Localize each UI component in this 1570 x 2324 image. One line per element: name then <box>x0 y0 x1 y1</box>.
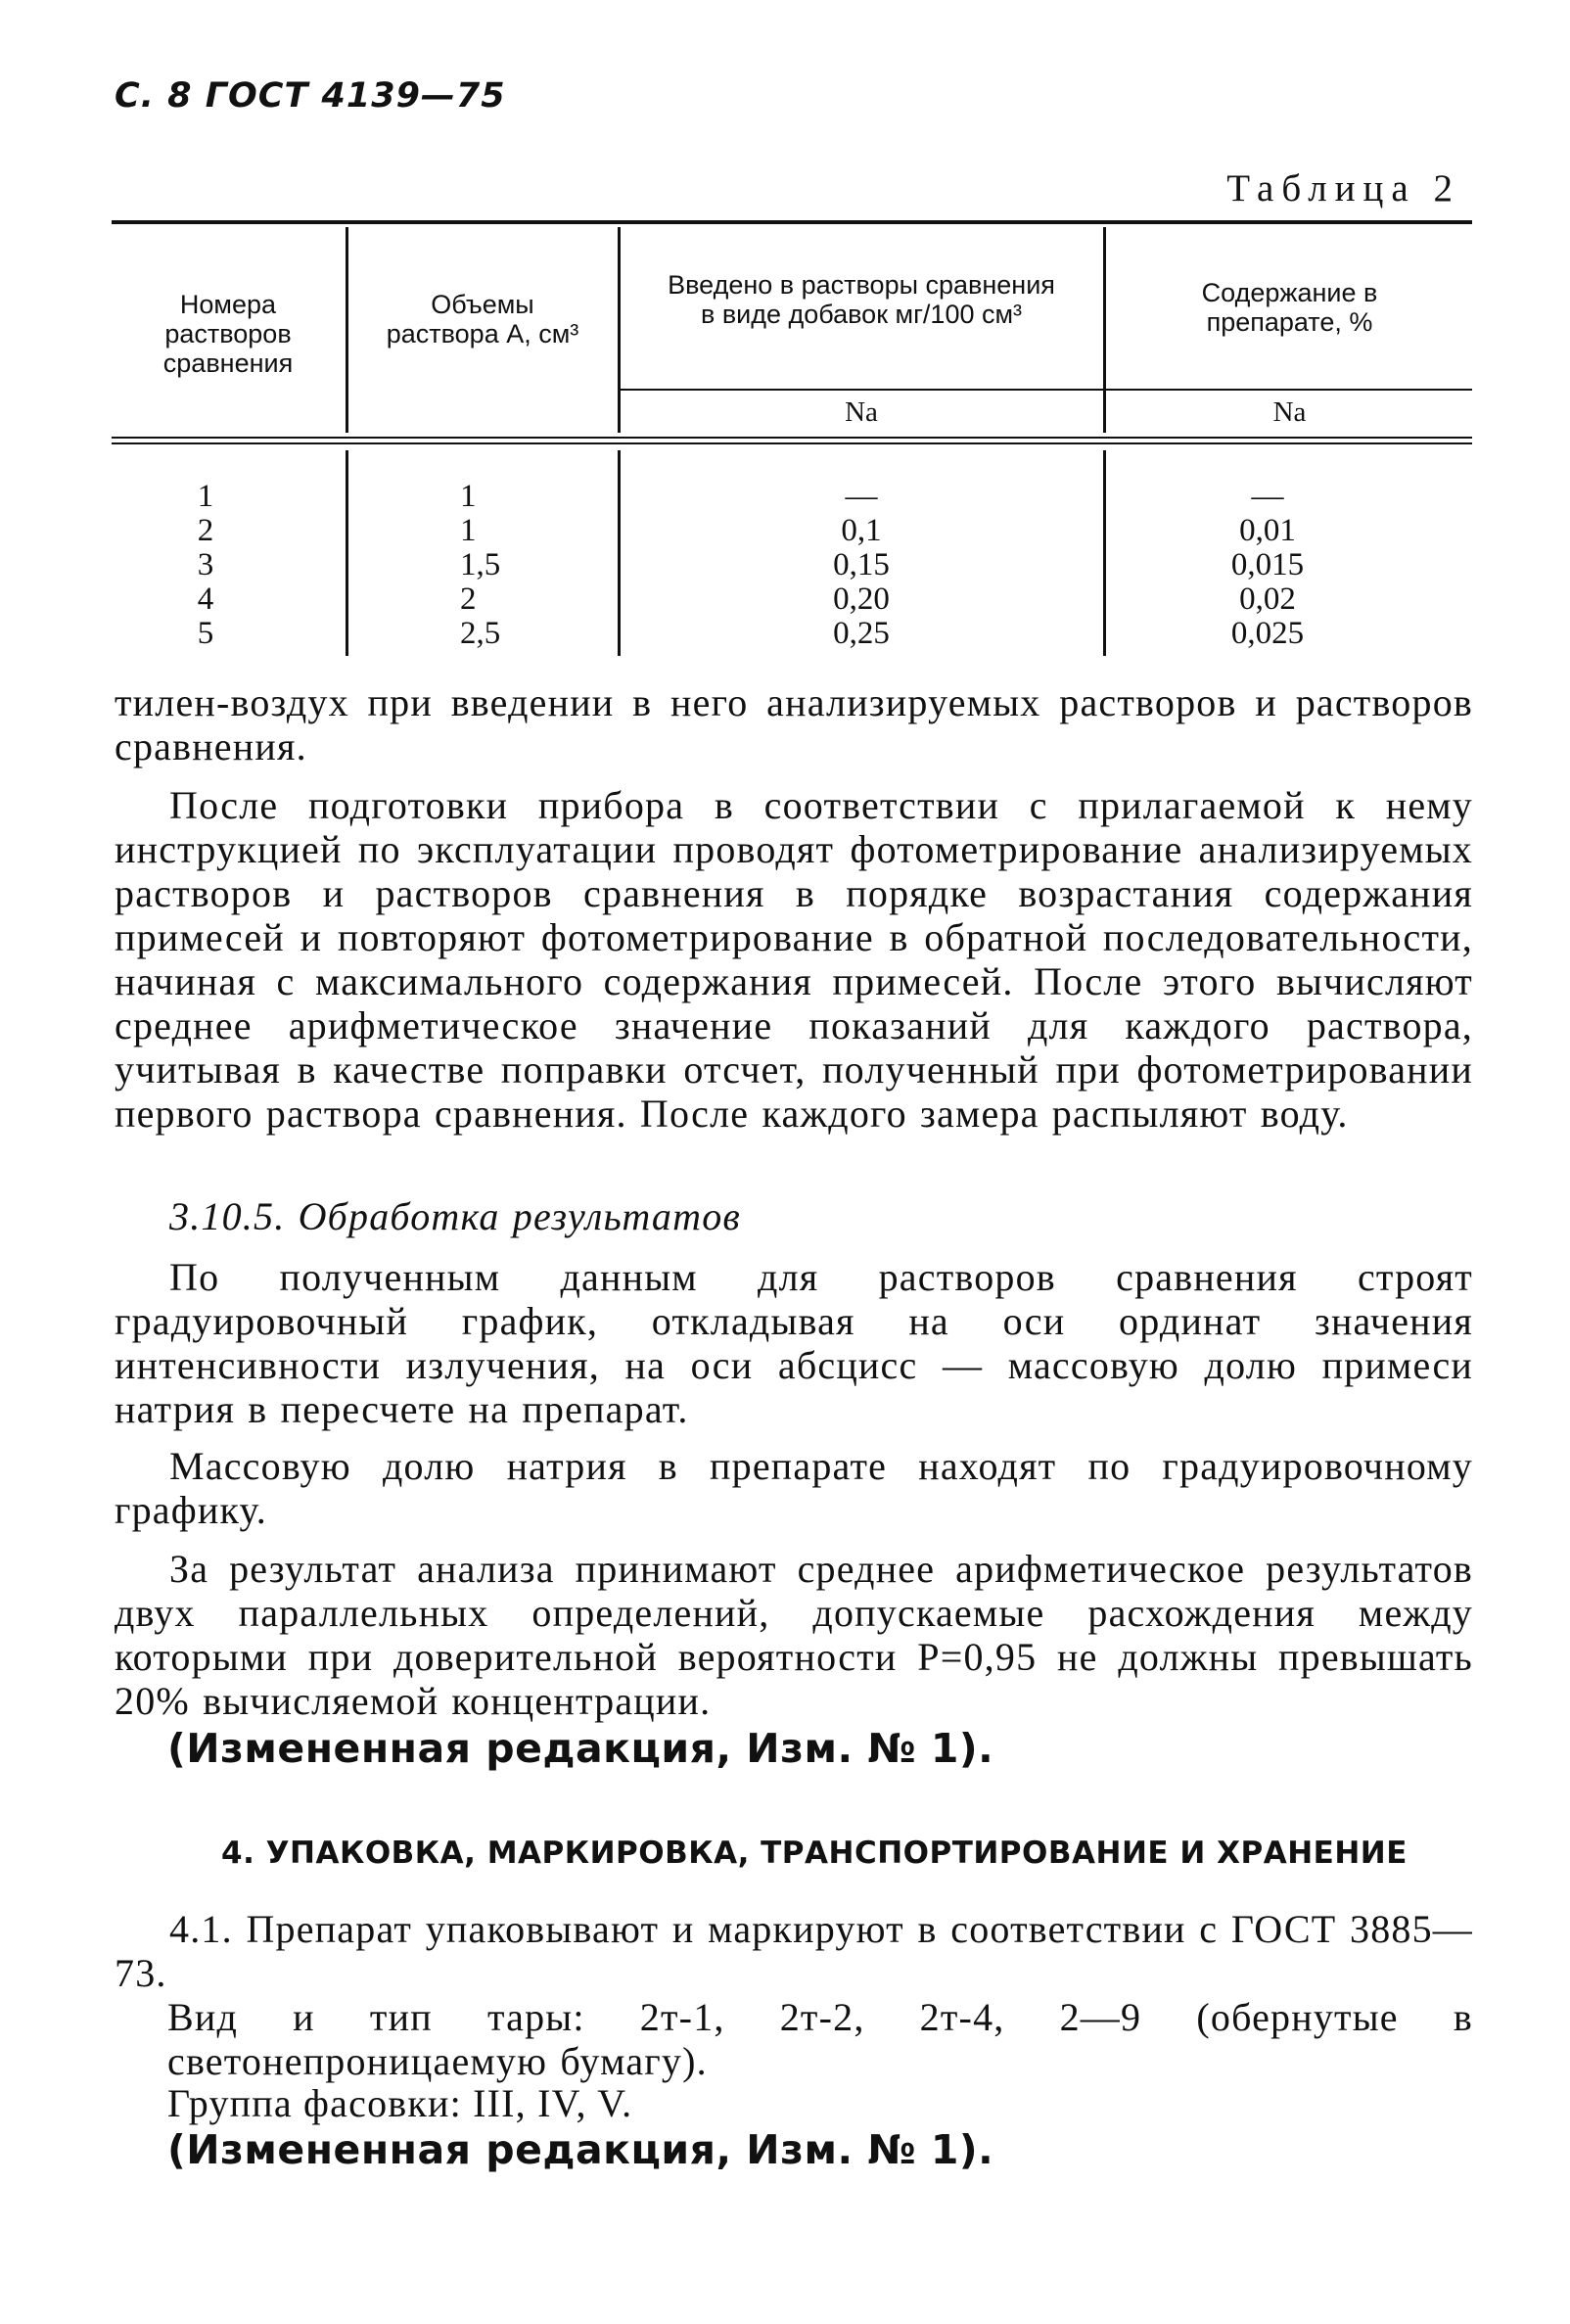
table-cell: 0,25 <box>833 616 890 651</box>
table-header-col-3-text: Введено в растворы сравнения в виде добавок мг/100 см³ <box>668 270 1055 329</box>
amendment-note-1: (Измененная редакция, Изм. № 1). <box>167 1725 994 1772</box>
amendment-note-2: (Измененная редакция, Изм. № 1). <box>167 2126 994 2173</box>
table-subheader-rule <box>620 389 1472 391</box>
table-cell: 0,20 <box>833 581 890 617</box>
table-cell: 1 <box>460 479 477 514</box>
paragraph-2: После подготовки прибора в соответствии с прилагаемой к нему инструкцией по эксплуатации проводят фотометрирование анализируемых растворов и растворов сравнения в порядке возрастания содержания примесей и повторяют фотометрирование в обратной последовательности, начиная с максимального содержания примесей. После этого вычисляют среднее арифметическое значение показаний для каждого раствора, учитывая в качестве поправки отсчет, полученный при фотометрировании первого раствора сравнения. После каждого замера распыляют воду. <box>115 783 1473 1136</box>
table-cell: 5 <box>197 616 214 651</box>
table-subheader-col-3: Na <box>845 396 878 428</box>
table-cell: 0,02 <box>1239 581 1296 617</box>
table-cell: 1 <box>197 479 214 514</box>
paragraph-4: По полученным данным для растворов сравнения строят градуировочный график, откладывая на оси ординат значения интенсивности излучения, на оси абсцисс — массовую долю примеси натрия в пересчете на препарат. <box>115 1255 1473 1431</box>
table-header-col-1 <box>112 290 345 378</box>
table-cell: 0,015 <box>1230 547 1305 582</box>
table-vline-1-body <box>346 450 348 656</box>
table-subheader-col-4: Na <box>1272 396 1307 428</box>
table-cell: 0,15 <box>833 547 890 582</box>
page-header: С. 8 ГОСТ 4139—75 <box>115 76 506 116</box>
table-cell: 0,01 <box>1239 513 1296 548</box>
paragraph-5: Массовую долю натрия в препарате находят по градуировочному графику. <box>115 1444 1473 1532</box>
paragraph-6: За результат анализа принимают среднее арифметическое результатов двух параллельных определений, допускаемые расхождения между которыми при доверительной вероятности P=0,95 не должны превышать 20% вычисляемой концентрации. <box>115 1547 1473 1723</box>
paragraph-1: тилен-воздух при введении в него анализируемых растворов и растворов сравнения. <box>115 680 1473 768</box>
table-cell: 0,025 <box>1230 616 1305 651</box>
table-header-rule-2 <box>112 442 1472 444</box>
table-cell: 4 <box>197 581 214 617</box>
table-cell: 2 <box>197 513 214 548</box>
table-header-col-1-text: Номера растворов сравнения <box>162 290 294 378</box>
table-cell: 1,5 <box>460 547 501 582</box>
clause-4-1: 4.1. Препарат упаковывают и маркируют в соответствии с ГОСТ 3885—73. <box>115 1907 1473 1995</box>
table-header-col-4-text: Содержание в препарате, % <box>1201 278 1378 337</box>
table-col-2-values <box>439 480 517 651</box>
table-col-3-values <box>803 480 920 651</box>
table-cell: 3 <box>197 547 214 582</box>
table-top-rule <box>112 220 1472 224</box>
table-vline-3-body <box>1103 450 1106 656</box>
table-vline-2-top <box>618 227 621 433</box>
table-header-col-2 <box>349 290 616 349</box>
table-header-rule-1 <box>112 437 1472 439</box>
table-vline-3-top <box>1103 227 1106 433</box>
table-title: Таблица 2 <box>1226 167 1460 209</box>
table-cell: 1 <box>460 513 477 548</box>
table-cell: 0,1 <box>841 513 882 548</box>
table-cell: — <box>845 479 878 514</box>
packing-group-text: Группа фасовки: III, IV, V. <box>167 2081 633 2125</box>
table-col-1-values <box>166 480 245 651</box>
table-cell: — <box>1251 479 1284 514</box>
section-4-heading: 4. УПАКОВКА, МАРКИРОВКА, ТРАНСПОРТИРОВАНИЕ И ХРАНЕНИЕ <box>221 1836 1408 1871</box>
table-vline-1-top <box>346 227 348 433</box>
container-type-text: Вид и тип тары: 2т-1, 2т-2, 2т-4, 2—9 (обернутые в светонепроницаемую бумагу). <box>167 1995 1473 2083</box>
table-header-col-2-text: Объемы раствора А, см³ <box>386 290 579 349</box>
table-col-4-values <box>1194 480 1341 651</box>
table-header-col-4 <box>1107 278 1472 337</box>
subsection-heading-3-10-5: 3.10.5. Обработка результатов <box>169 1194 741 1238</box>
table-cell: 2 <box>460 581 477 617</box>
table-vline-2-body <box>618 450 621 656</box>
table-cell: 2,5 <box>460 616 501 651</box>
table-header-col-3 <box>622 270 1101 329</box>
